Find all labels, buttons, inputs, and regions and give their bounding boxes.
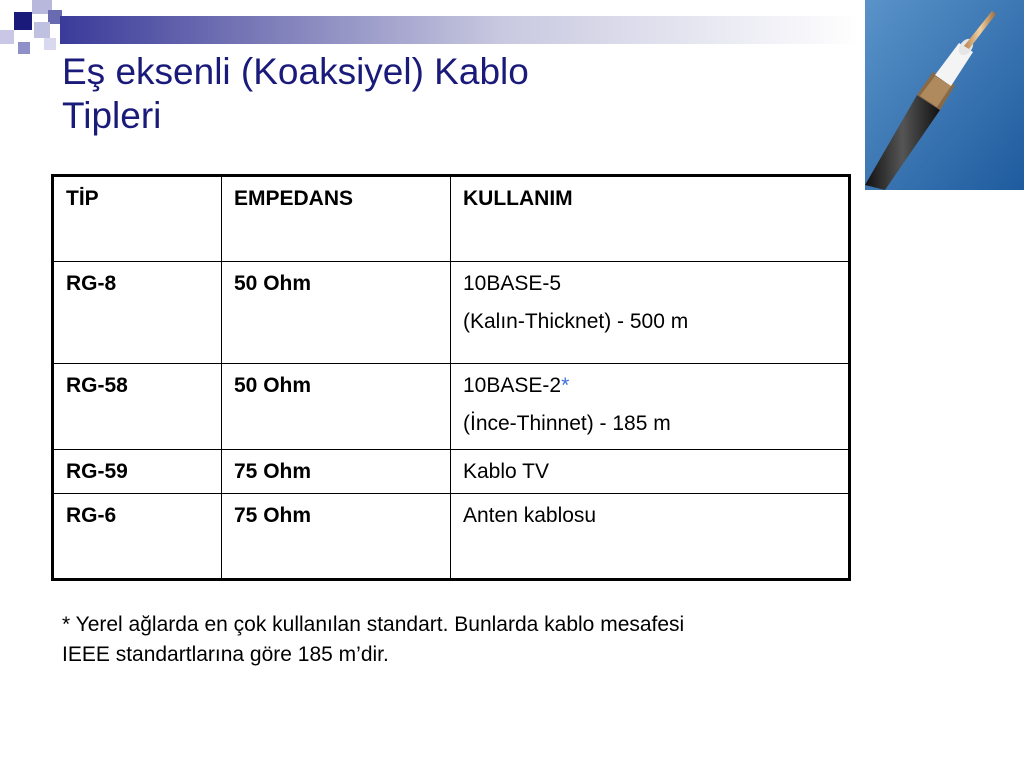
cell-type: RG-8 <box>53 262 222 364</box>
cell-type: RG-58 <box>53 364 222 450</box>
footnote <box>62 610 862 670</box>
cell-usage <box>451 262 850 364</box>
table-row <box>53 450 850 494</box>
cell-usage: Anten kablosu <box>451 494 850 580</box>
footnote-marker: * <box>561 374 570 397</box>
coax-table <box>51 174 851 581</box>
cell-usage: Kablo TV <box>451 450 850 494</box>
usage-line1: 10BASE-2 <box>463 374 562 397</box>
cell-type: RG-6 <box>53 494 222 580</box>
cell-impedance: 50 Ohm <box>222 262 451 364</box>
table-row <box>53 494 850 580</box>
coaxial-cable-photo <box>865 0 1024 190</box>
footnote-line2: IEEE standartlarına göre 185 m’dir. <box>62 643 389 666</box>
header-usage: KULLANIM <box>451 176 850 262</box>
deco-square <box>14 12 32 30</box>
usage-line2: (İnce-Thinnet) - 185 m <box>463 412 671 435</box>
deco-square <box>0 30 14 44</box>
header-type: TİP <box>53 176 222 262</box>
slide-title-line1: Eş eksenli (Koaksiyel) Kablo <box>62 51 529 92</box>
usage-line2: (Kalın-Thicknet) - 500 m <box>463 310 689 333</box>
table-row <box>53 262 850 364</box>
cell-impedance: 75 Ohm <box>222 494 451 580</box>
slide-title <box>62 50 762 138</box>
slide-title-line2: Tipleri <box>62 95 162 136</box>
deco-square <box>18 42 30 54</box>
footnote-line1: * Yerel ağlarda en çok kullanılan standart. Bunlarda kablo mesafesi <box>62 613 685 636</box>
deco-square <box>34 22 50 38</box>
deco-square <box>44 38 56 50</box>
cell-impedance: 75 Ohm <box>222 450 451 494</box>
usage-line1: 10BASE-5 <box>463 272 562 295</box>
table-header-row <box>53 176 850 262</box>
cell-type: RG-59 <box>53 450 222 494</box>
cell-impedance: 50 Ohm <box>222 364 451 450</box>
table-row <box>53 364 850 450</box>
header-impedance: EMPEDANS <box>222 176 451 262</box>
header-gradient-bar <box>60 16 860 44</box>
cell-usage <box>451 364 850 450</box>
